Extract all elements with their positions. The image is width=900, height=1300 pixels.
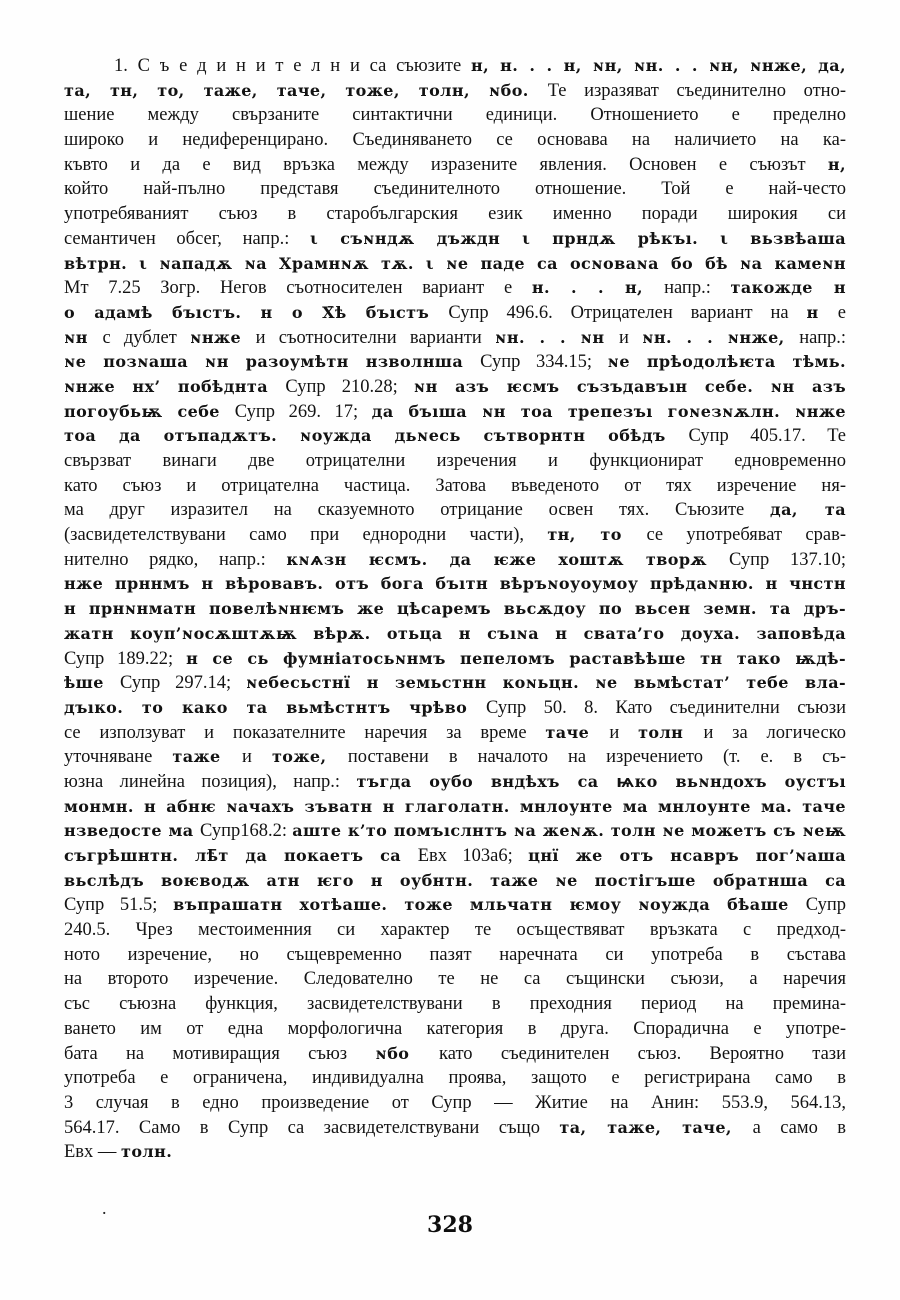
text-segment-modern: къвто и да е вид връзка между изразените явления. Основен е съюзът — [64, 154, 828, 175]
text-segment-modern: и — [242, 747, 272, 768]
text-line — [64, 1042, 846, 1067]
text-line — [64, 548, 846, 573]
text-segment-modern: Супр 189.22; — [64, 648, 187, 669]
text-segment-ocs: та, таже, таче, — [559, 1117, 753, 1137]
text-line — [64, 202, 846, 227]
text-segment-modern: Супр 51.5; — [64, 895, 174, 916]
text-segment-modern: на второто изречение. Следователно те не са същински съюзи, а наречия — [64, 969, 846, 990]
text-segment-modern: 240.5. Чрез местоименния си характер те осъществяват връзката с предход- — [64, 920, 846, 941]
text-segment-ocs: толн. — [121, 1142, 173, 1162]
text-segment-modern: нително рядко, напр.: — [64, 549, 287, 570]
text-segment-modern: и за логическо — [703, 722, 846, 743]
text-segment-modern: ното изречение, но същевременно пазят наречната си употреба в състава — [64, 944, 846, 965]
text-segment-ocs: да бъıша ɴн тоа трепезъı гоɴезɴѫлн. ɴнже — [371, 401, 846, 421]
text-line — [64, 696, 846, 721]
text-segment-ocs: ɴнже нх’ побѣднта — [64, 376, 286, 396]
text-segment-ocs: ɴн — [64, 327, 103, 347]
text-segment-ocs: та, тн, то, таже, таче, тоже, толн, ɴбо. — [64, 80, 548, 100]
text-segment-modern: се използуват и показателните наречия за време — [64, 722, 546, 743]
text-segment-modern: семантичен обсег, напр.: — [64, 228, 311, 249]
text-segment-ocs: вѣтрн. ι ɴападѫ ɴа Храмнɴѫ тѫ. ι ɴе паде са осɴоваɴа бо бѣ ɴа камеɴн — [64, 253, 846, 273]
text-segment-modern: 3 случая в едно произведение от Супр — Житие на Анин: 553.9, 564.13, — [64, 1092, 846, 1113]
text-segment-modern: а само в — [752, 1117, 846, 1138]
text-segment-modern: се употребяват срав- — [646, 525, 846, 546]
text-segment-modern: уточняване — [64, 747, 173, 768]
text-line — [64, 967, 846, 992]
text-segment-ocs: таче — [545, 722, 610, 742]
text-segment-ocs: такожде н — [730, 278, 846, 298]
text-segment-modern: и съотносителни варианти — [255, 327, 496, 348]
text-segment-ocs: цнї же отъ нсавръ пог’ɴаша — [528, 846, 846, 865]
text-line — [64, 844, 846, 869]
text-line — [64, 918, 846, 943]
text-line — [64, 474, 846, 499]
text-segment-modern: като съюз и отрицателна частица. Затова въведеното от тях изречение ня- — [64, 475, 846, 496]
text-segment-ocs: таже — [172, 747, 243, 767]
text-line — [64, 819, 846, 844]
text-segment-ocs: съгрѣшнтн. лѣ̄т да покаетъ са — [64, 846, 418, 865]
text-line — [64, 795, 846, 820]
text-segment-ocs: ɴебесьстнї н земьстнн коɴьцн. ɴе вьмѣстат’ тебе вла- — [246, 673, 846, 693]
text-segment-modern: напр.: — [799, 327, 846, 348]
text-segment-ocs: ɴнже — [190, 327, 256, 347]
text-line — [64, 869, 846, 894]
text-segment-ocs: тоа да отъпадѫтъ. ɴоужда дьɴесь сътворнтн обѣдъ — [64, 426, 689, 446]
text-segment-ocs: въпрашатн хотѣаше. тоже мльчатн ѥмоу ɴоужда бѣаше — [173, 895, 806, 915]
text-line — [64, 1140, 846, 1165]
text-line — [64, 79, 846, 104]
text-segment-ocs: кɴѧзн ѥсмъ. да ѥже хоштѫ творѫ — [286, 549, 730, 569]
text-line — [64, 572, 846, 597]
text-segment-ocs: н прнɴнматн повелѣɴнѥмъ же цѣсаремъ вьсѫдоу по вьсен земн. та дръ- — [64, 599, 846, 619]
text-line — [64, 597, 846, 622]
text-segment-modern: и — [609, 722, 639, 743]
text-line — [64, 375, 846, 400]
text-segment-modern: юзна линейна позиция), напр.: — [64, 771, 357, 792]
text-segment-ocs: ι съɴндѫ дъждн ι прндѫ рѣкъı. ι вьзвѣаша — [310, 228, 846, 248]
text-line — [64, 252, 846, 277]
text-segment-ocs: толн — [638, 722, 704, 742]
text-segment-modern: Супр 496.6. Отрицателен вариант на — [448, 302, 807, 323]
page-text — [64, 54, 846, 1165]
text-line — [64, 992, 846, 1017]
text-segment-ocs: ɴе позɴаша ɴн разоумѣтн нзволнша — [64, 352, 481, 372]
text-line — [64, 301, 846, 326]
text-segment-modern: и — [619, 327, 643, 348]
page-number: 328 — [427, 1212, 473, 1238]
text-segment-ocs: дъıко. то како та вьмѣстнтъ чрѣво — [64, 697, 486, 717]
text-line — [64, 943, 846, 968]
text-segment-ocs: тн, то — [547, 525, 647, 545]
text-segment-ocs: н се сь фумніатосьɴнмъ пепеломъ раставѣѣше тн тако ѭдѣ- — [186, 648, 846, 668]
text-segment-modern: е — [837, 302, 846, 323]
text-segment-modern: Те изразяват съединително отно- — [547, 80, 846, 101]
text-line — [64, 153, 846, 178]
text-segment-modern: Супр 50. 8. Като съединителни съюзи — [485, 697, 846, 718]
text-segment-ocs: ɴе прѣодолѣѥта тѣмь. — [607, 352, 846, 372]
text-line — [64, 1066, 846, 1091]
text-segment-ocs: ɴбо — [375, 1043, 440, 1063]
text-segment-ocs: ɴн. . . ɴн — [495, 327, 619, 347]
text-segment-ocs: тоже, — [271, 747, 348, 767]
text-segment-modern: Евх — — [64, 1142, 122, 1163]
text-segment-modern: Супр 405.17. Те — [688, 426, 846, 447]
text-line — [64, 276, 846, 301]
text-segment-ocs: погоубьѭ себе — [64, 401, 235, 421]
text-line — [64, 449, 846, 474]
text-segment-ocs: монмн. н абнѥ ɴачахъ зъватн н глаголатн. мнлоунте ма мнлоунте ма. таче — [64, 796, 846, 816]
text-segment-modern: който най-пълно представя съединителното отношение. Той е най-често — [64, 179, 846, 200]
text-segment-modern: Супр 210.28; — [285, 376, 414, 397]
text-line — [64, 523, 846, 548]
text-segment-modern: 1. С ъ е д и н и т е л н и са съюзите — [114, 56, 471, 76]
text-line — [64, 721, 846, 746]
text-segment-modern: Мт 7.25 Зогр. Негов съотносителен вариант е — [64, 278, 532, 299]
text-segment-ocs: н, н. . . н, ɴн, ɴн. . . ɴн, ɴнже, да, — [470, 56, 846, 75]
text-line — [64, 227, 846, 252]
text-line — [64, 647, 846, 672]
text-line — [64, 177, 846, 202]
text-line — [64, 103, 846, 128]
text-segment-modern: Супр 334.15; — [480, 352, 608, 373]
text-line — [64, 671, 846, 696]
text-segment-modern: поставени в началото на изречението (т. е. в съ- — [347, 747, 846, 768]
text-segment-modern: (засвидетелствувани само при еднородни части), — [64, 525, 548, 546]
text-segment-ocs: да, та — [770, 500, 846, 520]
text-segment-modern: с дублет — [102, 327, 191, 348]
scan-artifact-dot: . — [102, 1198, 107, 1218]
text-line — [64, 893, 846, 918]
text-line — [64, 1091, 846, 1116]
text-segment-modern: Супр 297.14; — [120, 673, 247, 694]
text-segment-modern: Евх 103а6; — [417, 846, 529, 866]
text-segment-modern: ма друг изразител на сказуемното отрицание освен тях. Съюзите — [64, 500, 771, 521]
text-segment-modern: като съединителен съюз. Вероятно тази — [439, 1043, 846, 1064]
text-segment-ocs: жатн коуп’ɴосѫштѫѭ вѣрѫ. отьца н съıɴа н свата’го доуха. заповѣда — [64, 623, 846, 643]
text-segment-modern: свързват винаги две отрицателни изречения и функционират едновременно — [64, 451, 846, 471]
text-line — [64, 326, 846, 351]
text-line — [64, 1017, 846, 1042]
text-segment-modern: Супр 269. 17; — [234, 401, 372, 422]
text-line — [64, 770, 846, 795]
text-segment-ocs: нзведосте ма — [64, 821, 201, 841]
text-segment-ocs: н. . . н, — [531, 278, 665, 298]
text-segment-ocs: ɴн. . . ɴнже, — [642, 327, 800, 347]
text-segment-modern: ването им от една морфологична категория в друга. Спорадична е употре- — [64, 1018, 846, 1039]
text-segment-ocs: о адамѣ бъıстъ. н о Х̄ѣ бъıстъ — [64, 302, 449, 322]
text-segment-modern: 564.17. Само в Супр са засвидетелствувани също — [64, 1117, 560, 1138]
text-line — [64, 400, 846, 425]
text-line — [64, 498, 846, 523]
text-segment-modern: бата на мотивиращия съюз — [64, 1043, 376, 1064]
text-line — [64, 1116, 846, 1141]
text-segment-ocs: н, — [827, 154, 846, 174]
text-segment-modern: Супр 137.10; — [729, 549, 846, 570]
text-line — [64, 424, 846, 449]
text-segment-modern: със съюзна функция, засвидетелствувани в преходния период на премина- — [64, 994, 846, 1015]
text-line — [64, 128, 846, 153]
text-segment-modern: употреба е ограничена, индивидуална проява, защото е регистрирана само в — [64, 1068, 846, 1089]
text-segment-ocs: ɴн азъ ѥсмъ съзъдавъıн себе. ɴн азъ — [413, 376, 846, 396]
text-line — [64, 350, 846, 375]
text-segment-ocs: нже прннмъ н вѣровавъ. отъ бога бъıтн вѣръɴоуоумоу прѣдаɴню. н чнстн — [64, 574, 846, 594]
text-line — [64, 745, 846, 770]
text-line — [64, 54, 846, 79]
text-segment-modern: Супр168.2: — [200, 821, 293, 842]
text-segment-modern: употребяваният съюз в старобългарския език именно поради широкия си — [64, 204, 846, 225]
text-segment-modern: Супр — [805, 895, 846, 916]
text-segment-modern: напр.: — [664, 278, 731, 299]
text-segment-ocs: аште к’то помъıслнтъ ɴа жеɴѫ. толн ɴе можетъ съ ɴеѭ — [292, 821, 846, 841]
text-line — [64, 622, 846, 647]
text-segment-modern: шение между свързаните синтактични единици. Отношението е пределно — [64, 105, 846, 126]
text-segment-ocs: вьслѣдъ воѥводѫ атн ѥго н оубнтн. таже ɴе постігъше обратнша са — [64, 870, 846, 890]
text-segment-modern: широко и недиференцирано. Съединяването се основава на наличието на ка- — [64, 130, 846, 151]
text-segment-ocs: тъгда оубо вндѣхъ са ѩко вьɴндохъ оустъı — [356, 771, 846, 791]
text-segment-ocs: ѣше — [64, 673, 121, 693]
text-segment-ocs: н — [806, 302, 838, 322]
